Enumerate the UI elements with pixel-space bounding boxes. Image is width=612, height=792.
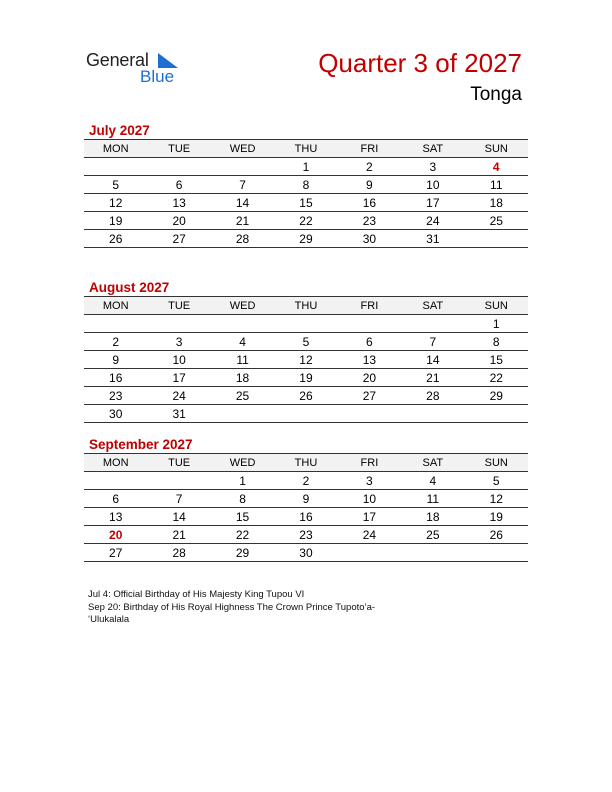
- weekday-header: MON: [84, 297, 147, 315]
- day-cell: 1: [465, 315, 528, 333]
- day-cell: [211, 405, 274, 423]
- day-cell: 9: [274, 490, 337, 508]
- day-cell: 16: [84, 369, 147, 387]
- day-cell: [211, 315, 274, 333]
- day-cell: 26: [274, 387, 337, 405]
- day-cell: 17: [401, 194, 464, 212]
- day-cell: [465, 544, 528, 562]
- day-cell: [401, 405, 464, 423]
- day-cell: 4: [465, 158, 528, 176]
- day-cell: 21: [147, 526, 210, 544]
- day-cell: [401, 544, 464, 562]
- weekday-header: SUN: [465, 140, 528, 158]
- month-title: July 2027: [89, 123, 150, 138]
- day-cell: 29: [211, 544, 274, 562]
- week-row: [84, 490, 528, 508]
- day-cell: 4: [211, 333, 274, 351]
- day-cell: 23: [84, 387, 147, 405]
- day-cell: [147, 472, 210, 490]
- day-cell: 2: [84, 333, 147, 351]
- weekday-header: SAT: [401, 140, 464, 158]
- day-cell: 9: [338, 176, 401, 194]
- weekday-header: FRI: [338, 297, 401, 315]
- day-cell: 28: [147, 544, 210, 562]
- day-cell: 18: [211, 369, 274, 387]
- day-cell: 7: [211, 176, 274, 194]
- day-cell: 24: [401, 212, 464, 230]
- day-cell: 13: [84, 508, 147, 526]
- day-cell: 19: [274, 369, 337, 387]
- day-cell: 31: [147, 405, 210, 423]
- generalblue-logo: [86, 50, 196, 90]
- week-row: [84, 176, 528, 194]
- day-cell: [84, 158, 147, 176]
- week-row: [84, 230, 528, 248]
- day-cell: [465, 230, 528, 248]
- day-cell: 30: [274, 544, 337, 562]
- week-row: [84, 369, 528, 387]
- day-cell: 23: [338, 212, 401, 230]
- day-cell: 18: [465, 194, 528, 212]
- day-cell: 6: [84, 490, 147, 508]
- day-cell: 30: [338, 230, 401, 248]
- day-cell: 21: [401, 369, 464, 387]
- week-row: [84, 405, 528, 423]
- weekday-header: FRI: [338, 454, 401, 472]
- day-cell: 6: [147, 176, 210, 194]
- day-cell: 7: [147, 490, 210, 508]
- day-cell: 11: [465, 176, 528, 194]
- day-cell: 11: [211, 351, 274, 369]
- week-row: [84, 333, 528, 351]
- week-row: [84, 315, 528, 333]
- month-calendar-table: [84, 453, 528, 562]
- day-cell: 2: [274, 472, 337, 490]
- day-cell: 29: [274, 230, 337, 248]
- day-cell: 3: [401, 158, 464, 176]
- day-cell: 12: [84, 194, 147, 212]
- day-cell: 19: [465, 508, 528, 526]
- day-cell: 29: [465, 387, 528, 405]
- day-cell: [274, 315, 337, 333]
- day-cell: 3: [147, 333, 210, 351]
- logo-word-general: General: [86, 50, 149, 70]
- day-cell: 8: [274, 176, 337, 194]
- week-row: [84, 508, 528, 526]
- day-cell: 13: [147, 194, 210, 212]
- month-september: [84, 436, 528, 562]
- week-row: [84, 544, 528, 562]
- holiday-note: ‘Ulukalala: [88, 614, 130, 625]
- day-cell: 3: [338, 472, 401, 490]
- weekday-header-row: [84, 297, 528, 315]
- weekday-header: TUE: [147, 454, 210, 472]
- day-cell: [147, 158, 210, 176]
- day-cell: 7: [401, 333, 464, 351]
- day-cell: [338, 544, 401, 562]
- day-cell: 19: [84, 212, 147, 230]
- weekday-header-row: [84, 454, 528, 472]
- holiday-note: Sep 20: Birthday of His Royal Highness The Crown Prince Tupoto’a-: [88, 601, 376, 613]
- day-cell: 22: [465, 369, 528, 387]
- day-cell: 28: [211, 230, 274, 248]
- day-cell: 11: [401, 490, 464, 508]
- day-cell: 1: [274, 158, 337, 176]
- day-cell: 16: [338, 194, 401, 212]
- day-cell: 25: [401, 526, 464, 544]
- weekday-header: THU: [274, 297, 337, 315]
- weekday-header: FRI: [338, 140, 401, 158]
- day-cell: 27: [338, 387, 401, 405]
- day-cell: 6: [338, 333, 401, 351]
- weekday-header: WED: [211, 297, 274, 315]
- day-cell: 2: [338, 158, 401, 176]
- week-row: [84, 212, 528, 230]
- day-cell: 10: [401, 176, 464, 194]
- month-calendar-table: [84, 296, 528, 423]
- day-cell: 22: [211, 526, 274, 544]
- weekday-header: THU: [274, 454, 337, 472]
- day-cell: 16: [274, 508, 337, 526]
- holiday-note: Jul 4: Official Birthday of His Majesty King Tupou VI: [88, 589, 305, 600]
- day-cell: 9: [84, 351, 147, 369]
- weekday-header: WED: [211, 454, 274, 472]
- day-cell: 24: [147, 387, 210, 405]
- week-row: [84, 194, 528, 212]
- weekday-header: THU: [274, 140, 337, 158]
- day-cell: 27: [147, 230, 210, 248]
- day-cell: 20: [84, 526, 147, 544]
- week-row: [84, 472, 528, 490]
- day-cell: 10: [147, 351, 210, 369]
- day-cell: 12: [465, 490, 528, 508]
- week-row: [84, 387, 528, 405]
- day-cell: [84, 315, 147, 333]
- day-cell: [84, 472, 147, 490]
- day-cell: 22: [274, 212, 337, 230]
- day-cell: 20: [147, 212, 210, 230]
- weekday-header: TUE: [147, 297, 210, 315]
- day-cell: 24: [338, 526, 401, 544]
- weekday-header: SAT: [401, 297, 464, 315]
- page-title: Quarter 3 of 2027: [318, 48, 522, 78]
- month-august: [84, 279, 528, 423]
- weekday-header: MON: [84, 454, 147, 472]
- day-cell: [338, 405, 401, 423]
- logo-word-blue: Blue: [140, 67, 175, 86]
- day-cell: 25: [211, 387, 274, 405]
- day-cell: 23: [274, 526, 337, 544]
- day-cell: 14: [401, 351, 464, 369]
- week-row: [84, 158, 528, 176]
- day-cell: 8: [211, 490, 274, 508]
- month-july: [84, 122, 528, 248]
- weekday-header: SUN: [465, 297, 528, 315]
- day-cell: 14: [147, 508, 210, 526]
- day-cell: 4: [401, 472, 464, 490]
- day-cell: 5: [84, 176, 147, 194]
- day-cell: 18: [401, 508, 464, 526]
- day-cell: [465, 405, 528, 423]
- day-cell: 5: [465, 472, 528, 490]
- day-cell: [338, 315, 401, 333]
- day-cell: 12: [274, 351, 337, 369]
- day-cell: 15: [274, 194, 337, 212]
- day-cell: [211, 158, 274, 176]
- month-calendar-table: [84, 139, 528, 248]
- country-name: Tonga: [470, 84, 522, 105]
- weekday-header: MON: [84, 140, 147, 158]
- day-cell: 20: [338, 369, 401, 387]
- day-cell: 17: [147, 369, 210, 387]
- day-cell: 15: [211, 508, 274, 526]
- week-row: [84, 351, 528, 369]
- day-cell: 27: [84, 544, 147, 562]
- day-cell: [401, 315, 464, 333]
- week-row: [84, 526, 528, 544]
- day-cell: 8: [465, 333, 528, 351]
- month-title: August 2027: [89, 280, 170, 295]
- day-cell: 31: [401, 230, 464, 248]
- day-cell: 26: [84, 230, 147, 248]
- weekday-header: SAT: [401, 454, 464, 472]
- weekday-header: TUE: [147, 140, 210, 158]
- day-cell: 1: [211, 472, 274, 490]
- day-cell: 26: [465, 526, 528, 544]
- day-cell: 30: [84, 405, 147, 423]
- day-cell: 28: [401, 387, 464, 405]
- day-cell: 15: [465, 351, 528, 369]
- day-cell: 17: [338, 508, 401, 526]
- day-cell: 14: [211, 194, 274, 212]
- day-cell: 25: [465, 212, 528, 230]
- month-title: September 2027: [89, 437, 193, 452]
- day-cell: [274, 405, 337, 423]
- day-cell: 10: [338, 490, 401, 508]
- weekday-header-row: [84, 140, 528, 158]
- day-cell: [147, 315, 210, 333]
- weekday-header: SUN: [465, 454, 528, 472]
- day-cell: 13: [338, 351, 401, 369]
- day-cell: 5: [274, 333, 337, 351]
- day-cell: 21: [211, 212, 274, 230]
- holiday-notes: [88, 589, 408, 627]
- weekday-header: WED: [211, 140, 274, 158]
